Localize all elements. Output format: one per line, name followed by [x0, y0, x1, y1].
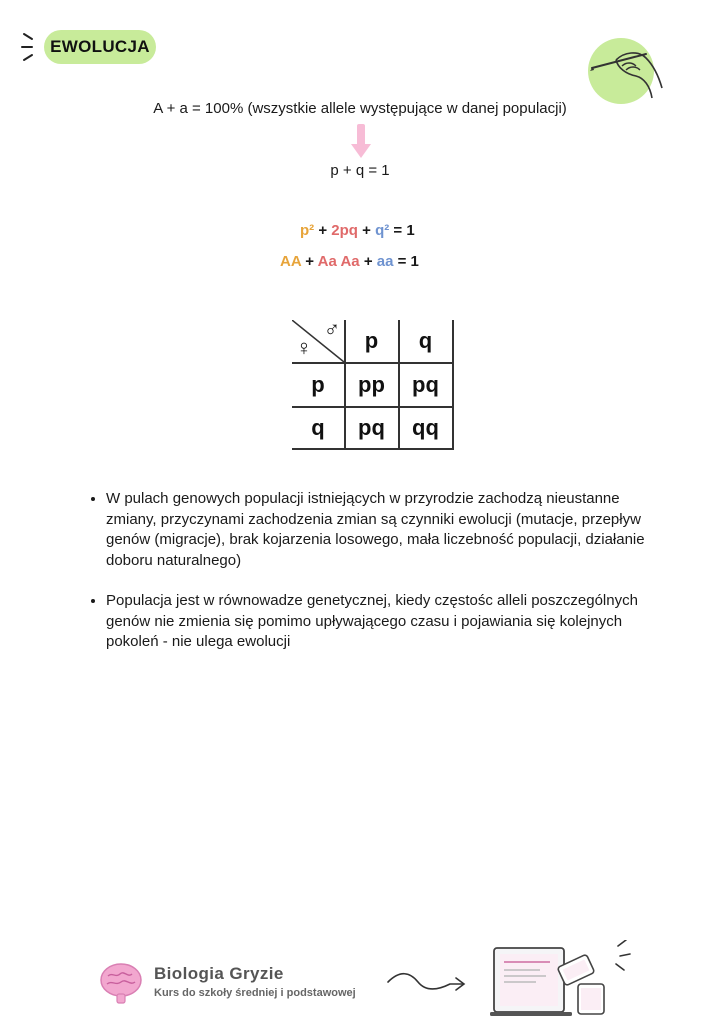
brand-subtitle: Kurs do szkoły średniej i podstawowej [154, 987, 356, 999]
op: + [362, 222, 371, 239]
female-symbol: ♀ [295, 335, 313, 360]
punnett-square [292, 316, 454, 450]
down-arrow-icon [350, 124, 372, 160]
op: + [305, 253, 315, 270]
section-badge: EWOLUCJA [44, 30, 156, 64]
hand-writing-icon [586, 40, 666, 104]
grid-line [452, 320, 454, 450]
genotype-aa: aa [376, 253, 394, 270]
op: = 1 [397, 253, 419, 270]
col-header-q: q [418, 328, 433, 353]
cell-pq: pq [412, 371, 439, 397]
genotype-Aa: Aa Aa [317, 253, 360, 270]
genotype-AA: AA [280, 253, 302, 270]
grid-line [292, 448, 454, 450]
devices-illustration-icon [490, 940, 640, 1020]
male-symbol: ♂ [323, 316, 341, 341]
col-header-p: p [364, 328, 379, 353]
brain-logo-icon [98, 960, 144, 1006]
cell-pp: pp [358, 371, 385, 397]
burst-icon [20, 30, 42, 64]
row-header-q: q [311, 414, 325, 440]
alleles-formula: A + a = 100% (wszystkie allele występujące w danej populacji) [153, 100, 567, 117]
list-item: • Populacja jest w równowadze genetycznej, kiedy częstośc alleli poszczególnych genów nie zmienia się pomimo upływającego czasu i pojawiania się kolejnych pokoleń - nie ulega ewolucji [106, 591, 668, 653]
op: + [318, 222, 328, 239]
op: = 1 [393, 222, 415, 239]
curved-arrow-icon [386, 968, 468, 998]
term-2pq: 2pq [331, 222, 358, 239]
pq-formula: p + q = 1 [330, 162, 390, 179]
brand-name: Biologia Gryzie [154, 964, 284, 983]
cell-pq: pq [358, 414, 385, 440]
cell-qq: qq [412, 414, 439, 440]
notes-list [88, 489, 668, 673]
op: + [363, 253, 373, 270]
term-q2: q² [375, 222, 390, 239]
term-p2: p² [300, 222, 315, 239]
row-header-p: p [311, 371, 325, 397]
list-item: • W pulach genowych populacji istniejących w przyrodzie zachodzą nieustanne zmiany, przyczynami zachodzenia zmian są czynniki ewolucji (mutacje, przepływ genów (migracje), brak kojarzenia losowego, mała liczebność populacji, działanie doboru naturalnego) [106, 489, 668, 571]
